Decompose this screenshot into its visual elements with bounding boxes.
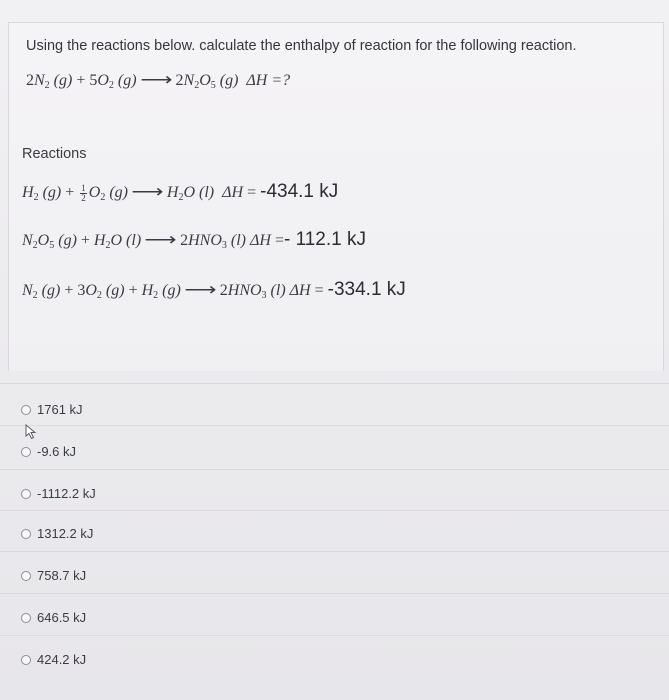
- answer-option-label: 758.7 kJ: [37, 568, 87, 583]
- reaction-arrow-icon: ⟶: [139, 72, 173, 89]
- target-reaction: $2N_2$ $(g) + 5O_2$ (g) ⟶ $2N_2O_5$ (g) ΔH =?: [26, 72, 291, 91]
- reaction-2-dh: - 112.1 kJ: [283, 229, 366, 250]
- question-prompt: Using the reactions below. calculate the enthalpy of reaction for the following reaction.: [26, 38, 577, 54]
- radio-button[interactable]: [21, 571, 31, 581]
- reaction-3-dh: -334.1 kJ: [327, 279, 406, 300]
- reaction-1: $H_2$ (g) + $\frac{1}{2}$ $O_2$ (g) ⟶ $H_2O$ (l) ΔH = -434.1 kJ: [22, 181, 339, 203]
- reaction-arrow-icon: ⟶: [184, 282, 217, 299]
- mouse-cursor-icon: [25, 424, 37, 440]
- reaction-arrow-icon: ⟶: [144, 232, 177, 249]
- radio-button[interactable]: [21, 489, 31, 499]
- answer-option[interactable]: [21, 486, 96, 501]
- radio-button[interactable]: [21, 447, 31, 457]
- answer-option[interactable]: [21, 652, 86, 667]
- answer-option-label: 646.5 kJ: [37, 610, 87, 625]
- answer-option[interactable]: [21, 402, 83, 417]
- divider: [0, 469, 669, 470]
- answer-option[interactable]: [21, 610, 86, 625]
- target-dh: ΔH =?: [246, 72, 291, 89]
- radio-button[interactable]: [21, 529, 31, 539]
- answer-option-label: 1312.2 kJ: [37, 526, 94, 541]
- answer-option-label: 1761 kJ: [37, 402, 83, 417]
- divider: [0, 383, 669, 384]
- answer-option[interactable]: [21, 444, 76, 459]
- radio-button[interactable]: [21, 613, 31, 623]
- reactions-label: Reactions: [22, 146, 87, 162]
- divider: [0, 510, 669, 511]
- divider: [0, 635, 669, 636]
- reaction-3: $N_2$ $(g) + 3O_2$ $(g) + H_2$ (g) ⟶ $2HNO_3$ (l) ΔH = -334.1 kJ: [22, 279, 406, 301]
- answer-option-label: 424.2 kJ: [37, 652, 87, 667]
- answer-option-label: -1112.2 kJ: [37, 486, 96, 501]
- reaction-2: $N_2O_5$ $(g) + H_2O$ (l) ⟶ $2HNO_3$ (l) ΔH =- 112.1 kJ: [22, 229, 366, 251]
- reaction-1-dh: -434.1 kJ: [260, 181, 339, 202]
- answer-option-label: -9.6 kJ: [37, 444, 77, 459]
- divider: [0, 551, 669, 552]
- radio-button[interactable]: [21, 405, 31, 415]
- divider: [0, 425, 669, 426]
- reaction-arrow-icon: ⟶: [131, 184, 164, 201]
- answer-option[interactable]: [21, 568, 86, 583]
- divider: [0, 593, 669, 594]
- radio-button[interactable]: [21, 655, 31, 665]
- answer-option[interactable]: [21, 526, 93, 541]
